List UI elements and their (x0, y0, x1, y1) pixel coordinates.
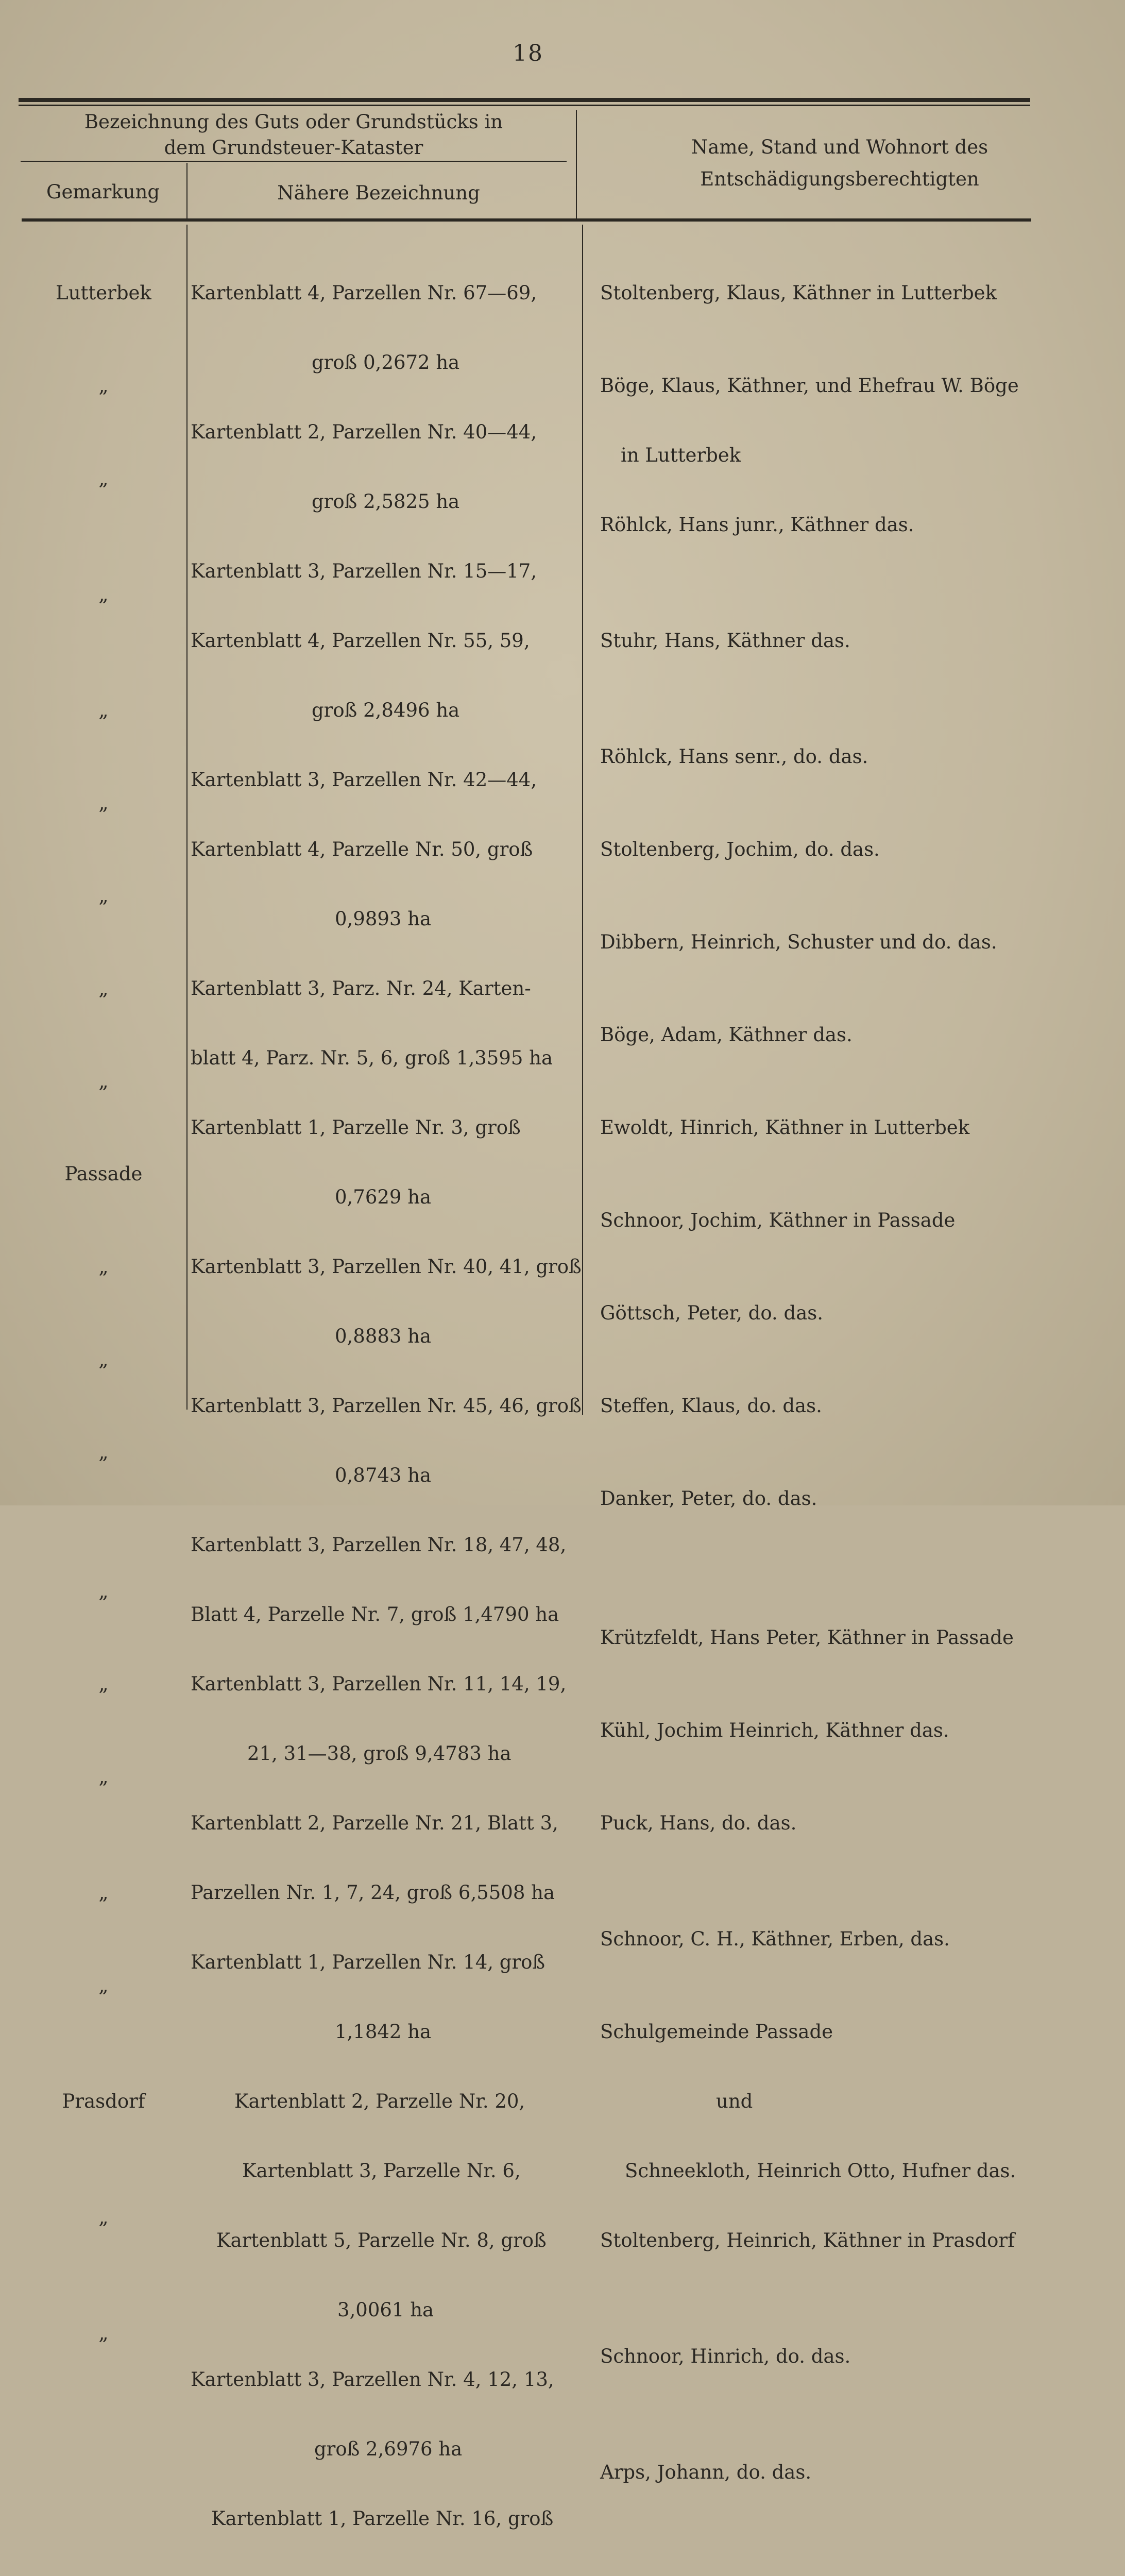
desc-line: Kartenblatt 4, Parzelle Nr. 50, groß (191, 838, 533, 860)
cell-gemarkung: „ (98, 699, 109, 721)
name-line: Schnoor, Hinrich, do. das. (600, 2345, 851, 2367)
header-vrule-2 (576, 110, 577, 218)
cell-gemarkung: „ (98, 1673, 109, 1695)
column-name-stand-wohnort (600, 235, 1115, 2576)
desc-line: Kartenblatt 1, Parzellen Nr. 14, groß (191, 1951, 546, 1973)
desc-line: 0,9893 ha (335, 908, 432, 930)
desc-line: 0,8743 ha (335, 1464, 432, 1486)
desc-line: groß 2,6976 ha (314, 2438, 463, 2460)
header-col-gemarkung: Gemarkung (46, 181, 160, 203)
desc-line: Kartenblatt 3, Parz. Nr. 24, Karten- (191, 977, 531, 999)
cell-gemarkung: „ (98, 1580, 109, 1602)
name-line: Arps, Johann, do. das. (600, 2461, 812, 2483)
cell-gemarkung: „ (98, 1974, 109, 1996)
desc-line: 3,0061 ha (337, 2299, 434, 2321)
name-line: Schnoor, C. H., Käthner, Erben, das. (600, 1928, 950, 1950)
body-vrule-1 (186, 225, 187, 1410)
header-col3-line1: Name, Stand und Wohnort des (691, 136, 988, 158)
top-rule-thin (19, 105, 1030, 106)
column-gemarkung (22, 235, 185, 2437)
desc-line: Kartenblatt 3, Parzellen Nr. 40, 41, groß (191, 1256, 582, 1278)
name-line: Schnoor, Jochim, Käthner in Passade (600, 1209, 956, 1231)
name-line: in Lutterbek (621, 444, 741, 466)
cell-gemarkung: „ (98, 1256, 109, 1278)
name-line: Röhlck, Hans junr., Käthner das. (600, 514, 914, 536)
name-line: Ewoldt, Hinrich, Käthner in Lutterbek (600, 1116, 970, 1139)
name-line: Stoltenberg, Jochim, do. das. (600, 838, 880, 860)
cell-gemarkung: „ (98, 2322, 109, 2344)
header-col3-line2: Entschädigungsberechtigten (700, 168, 979, 190)
header-group-title-line1: Bezeichnung des Guts oder Grundstücks in (84, 111, 503, 133)
cell-gemarkung: „ (98, 977, 109, 999)
header-vrule-1 (186, 163, 187, 218)
header-group-title-line2: dem Grundsteuer-Kataster (164, 137, 423, 159)
name-line: Röhlck, Hans senr., do. das. (600, 745, 868, 768)
desc-line: Kartenblatt 1, Parzelle Nr. 3, groß (191, 1116, 521, 1139)
page-number: 18 (513, 40, 543, 66)
name-line: Göttsch, Peter, do. das. (600, 1302, 823, 1324)
desc-line: 0,7629 ha (335, 1186, 432, 1208)
name-line: Böge, Adam, Käthner das. (600, 1024, 853, 1046)
name-line: Schulgemeinde Passade (600, 2021, 833, 2043)
desc-line: Kartenblatt 3, Parzelle Nr. 6, (242, 2160, 521, 2182)
column-naehere-bezeichnung (191, 235, 582, 2576)
desc-line: Kartenblatt 3, Parzellen Nr. 11, 14, 19, (191, 1673, 567, 1695)
name-line: Stoltenberg, Heinrich, Käthner in Prasdorf (600, 2229, 1015, 2251)
cell-gemarkung: „ (98, 792, 109, 814)
cell-gemarkung: „ (98, 1766, 109, 1788)
desc-line: Kartenblatt 2, Parzellen Nr. 40—44, (191, 421, 537, 443)
desc-line: 0,8883 ha (335, 1325, 432, 1347)
cell-gemarkung: Passade (64, 1163, 143, 1185)
header-bottom-rule-thick (22, 218, 1031, 222)
desc-line: blatt 4, Parz. Nr. 5, 6, groß 1,3595 ha (191, 1047, 553, 1069)
desc-line: Blatt 4, Parzelle Nr. 7, groß 1,4790 ha (191, 1603, 559, 1625)
desc-line: groß 0,2672 ha (312, 351, 460, 374)
desc-line: Kartenblatt 5, Parzelle Nr. 8, groß (216, 2229, 547, 2251)
name-line: Dibbern, Heinrich, Schuster und do. das. (600, 931, 997, 953)
cell-gemarkung: „ (98, 1070, 109, 1092)
header-col-naehere-bezeichnung: Nähere Bezeichnung (277, 182, 480, 204)
desc-line: Kartenblatt 3, Parzellen Nr. 4, 12, 13, (191, 2368, 554, 2391)
cell-gemarkung: Prasdorf (62, 2090, 145, 2112)
name-line: Puck, Hans, do. das. (600, 1812, 797, 1834)
name-line: Krützfeldt, Hans Peter, Käthner in Passade (600, 1626, 1014, 1649)
cell-gemarkung: „ (98, 1441, 109, 1463)
cell-gemarkung: „ (98, 1348, 109, 1370)
name-line: Steffen, Klaus, do. das. (600, 1395, 822, 1417)
desc-line: Kartenblatt 3, Parzellen Nr. 45, 46, groß (191, 1395, 582, 1417)
cell-gemarkung: „ (98, 375, 109, 397)
desc-line: groß 2,5825 ha (312, 490, 460, 513)
body-vrule-2 (582, 225, 583, 1415)
cell-gemarkung: „ (98, 885, 109, 907)
header-subrule (21, 161, 567, 162)
cell-gemarkung: „ (98, 467, 109, 489)
desc-line: Kartenblatt 2, Parzelle Nr. 21, Blatt 3, (191, 1812, 558, 1834)
desc-line: Kartenblatt 3, Parzellen Nr. 42—44, (191, 769, 537, 791)
name-line: Böge, Klaus, Käthner, und Ehefrau W. Böge (600, 375, 1019, 397)
desc-line: Kartenblatt 3, Parzellen Nr. 18, 47, 48, (191, 1534, 567, 1556)
cell-gemarkung: „ (98, 1882, 109, 1904)
name-line: Schneekloth, Heinrich Otto, Hufner das. (625, 2160, 1016, 2182)
desc-line: groß 2,8496 ha (312, 699, 460, 721)
desc-line: Kartenblatt 2, Parzelle Nr. 20, (234, 2090, 525, 2112)
name-line: Stoltenberg, Klaus, Käthner in Lutterbek (600, 282, 997, 304)
cell-gemarkung: „ (98, 2206, 109, 2228)
name-line: Danker, Peter, do. das. (600, 1487, 817, 1510)
cell-gemarkung: „ (98, 583, 109, 605)
name-line: und (716, 2090, 753, 2112)
top-rule-thick (19, 98, 1030, 102)
name-line: Stuhr, Hans, Käthner das. (600, 630, 850, 652)
desc-line: Kartenblatt 4, Parzellen Nr. 55, 59, (191, 630, 530, 652)
desc-line: Kartenblatt 1, Parzelle Nr. 16, groß (211, 2507, 554, 2530)
header-group-title (21, 109, 567, 161)
desc-line: Kartenblatt 4, Parzellen Nr. 67—69, (191, 282, 537, 304)
cell-gemarkung: Lutterbek (56, 282, 151, 304)
header-col-name-stand (579, 131, 1100, 195)
name-line: Kühl, Jochim Heinrich, Käthner das. (600, 1719, 949, 1741)
desc-line: 1,1842 ha (335, 2021, 432, 2043)
desc-line: Parzellen Nr. 1, 7, 24, groß 6,5508 ha (191, 1882, 555, 1904)
desc-line: 21, 31—38, groß 9,4783 ha (247, 1742, 512, 1765)
desc-line: Kartenblatt 3, Parzellen Nr. 15—17, (191, 560, 537, 582)
